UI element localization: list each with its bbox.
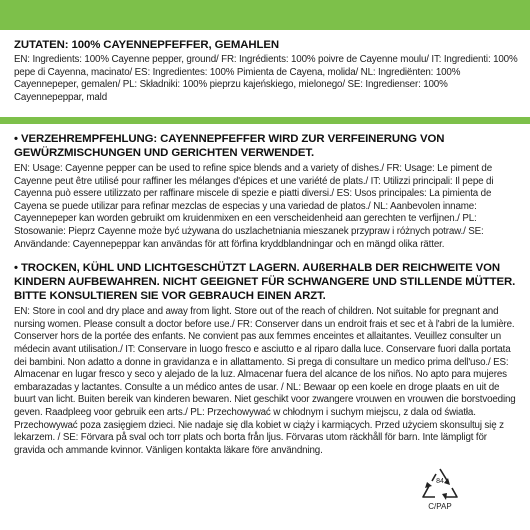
usage-section (14, 132, 520, 251)
usage-text: EN: Usage: Cayenne pepper can be used to refine spice blends and a variety of dishes./ FR: Usage: Le piment de Cayenne peut être utilisé pour raffiner les mélanges d'épices et une variété de plats./ IT: Utilizzi principali: Il pepe di Cayenna può essere utilizzato per raffinare miscele di spezie e piatti diversi./ ES: Usos principales: La pimienta de Cayena se puede utilizar para refinar mezclas de especias y una variedad de platos./ NL: Aanbevolen inname: Cayennepeper kan worden gebruikt om kruidenmixen en een verscheidenheid aan gerechten te verfijnen./ PL: Stosowanie: Pieprz Cayenne może być używana do uszlachetniania mieszanek przypraw i różnych potraw./ SE: Användande: Cayennepeppar kan användas för att förfina kryddblandningar och en mängd olika rätter. (14, 163, 494, 250)
storage-text (14, 306, 520, 457)
usage-heading: • VERZEHREMPFEHLUNG: CAYENNEPFEFFER WIRD ZUR VERFEINERUNG VON GEWÜRZMISCHUNGEN UND GERICHTEN VERWENDET. (14, 133, 445, 159)
icon-spacer-pusher (519, 306, 520, 462)
recycling-label: C/PAP (428, 502, 452, 511)
recycling-code: 84 (436, 478, 444, 485)
storage-text-content: EN: Store in cool and dry place and away from light. Store out of the reach of children. Not suitable for pregnant and nursing women. Please consult a doctor before use./ FR: Conserver dans un endroit frais et sec et à l'abri de la lumière. Conserver hors de la portée des enfants. Ne convient pas aux femmes enceintes et allaitantes. Veuillez consulter un médecin avant utilisation./ IT: Conservare in luogo fresco e asciutto e al riparo dalla luce. Conservare fuori dalla portata dei bambini. Non adatto a donne in gravidanza e in allattamento. Si prega di consultare un medico prima dell'uso./ ES: Almacenar en lugar fresco y seco y alejado de la luz. Almacenar fuera del alcance de los niños. No apto para mujeres embarazadas y lactantes. Consulte a un médico antes de usar. / NL: Bewaar op een koele en droge plaats en uit de buurt van licht. Buiten bereik van kinderen bewaren. Niet geschikt voor zwangere vrouwen en vrouwen die borstvoeding geven. Raadpleeg voor gebruik een arts./ PL: Przechowywać w chłodnym i suchym miejscu, z dala od światła. Przechowywać poza zasięgiem dzieci. Nie nadaje się dla kobiet w ciąży i karmiących. Przed użyciem skonsultuj się z lekarzem. / SE: Förvara på sval och torr plats och borta från ljus. Förvaras utom räckhåll för barn. Inte lämpligt för gravida och ammande kvinnor. Vänligen kontakta läkare före användning. (14, 306, 516, 456)
storage-heading: • TROCKEN, KÜHL UND LICHTGESCHÜTZT LAGERN. AUßERHALB DER REICHWEITE VON KINDERN AUFBEWAHREN. NICHT GEEIGNET FÜR SCHWANGERE UND STILLENDE MÜTTER. BITTE KONSULTIEREN SIE VOR GEBRAUCH EINEN ARZT. (14, 262, 516, 303)
usage-storage-panel (0, 124, 530, 530)
top-green-strip (0, 0, 530, 30)
ingredients-panel (0, 30, 530, 117)
storage-section (14, 261, 520, 457)
ingredients-heading: ZUTATEN: 100% CAYENNEPFEFFER, GEMAHLEN (14, 39, 279, 51)
ingredients-text: EN: Ingredients: 100% Cayenne pepper, ground/ FR: Ingrédients: 100% poivre de Cayenne moulu/ IT: Ingredienti: 100% pepe di Cayenna, macinato/ ES: Ingredientes: 100% Pimienta de Cayena, molida/ NL: Ingrediënten: 100% Cayennepeper, gemalen/ PL: Składniki: 100% pieprzu kajeńskiego, mielonego/ SE: Ingredienser: 100% Cayennepeppar, mald (14, 54, 518, 103)
recycling-symbol (417, 466, 463, 516)
